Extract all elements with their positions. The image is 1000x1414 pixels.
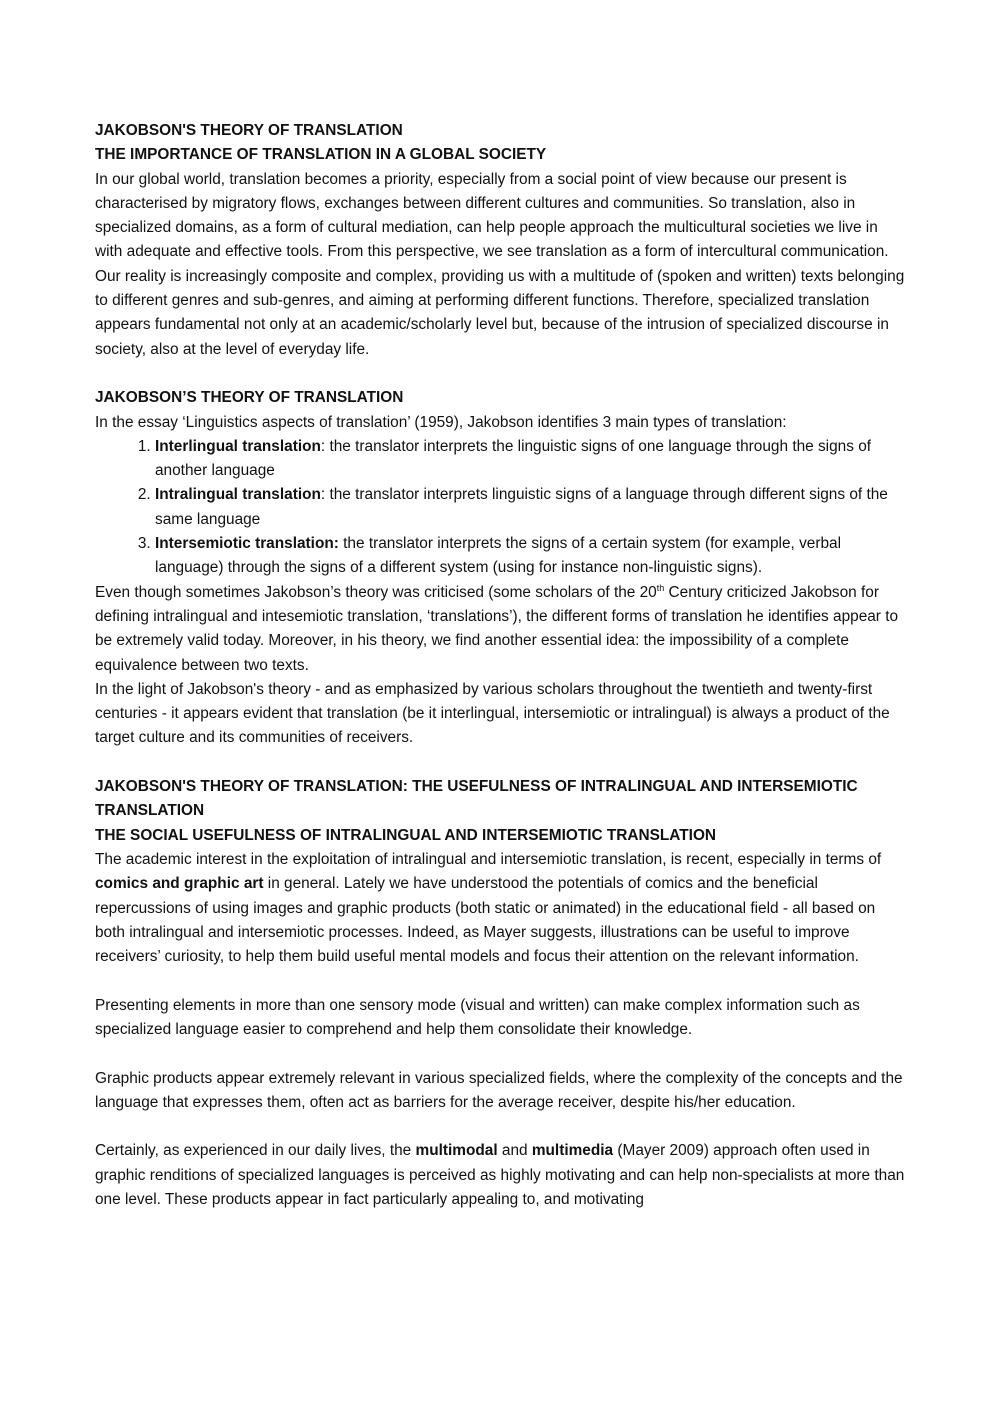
list-item-description: : the translator interprets linguistic signs of a language through different signs of the same language [155,486,888,528]
paragraph: Our reality is increasingly composite and complex, providing us with a multitude of (spoken and written) texts belonging to different genres and sub-genres, and aiming at performing different functions. Therefore, specialized translation appears fundamental not only at an academic/scholarly level but, because of the intrusion of specialized discourse in society, also at the level of everyday life. [95,267,905,358]
list-item [155,532,905,581]
paragraph [95,581,905,678]
paragraph-spacer [95,1042,905,1066]
paragraph-spacer [95,751,905,775]
list-item-term: Intersemiotic translation: [155,535,339,553]
list-item [155,435,905,484]
paragraph: Graphic products appear extremely relevant in various specialized fields, where the complexity of the concepts and the language that expresses them, often act as barriers for the average receiver, despite his/her education. [95,1069,903,1111]
list-item-term: Interlingual translation [155,437,321,455]
paragraph-spacer [95,969,905,993]
text-run: Certainly, as experienced in our daily lives, the [95,1142,416,1160]
text-run: and [497,1142,532,1160]
translation-types-list [95,435,905,581]
text-run: The academic interest in the exploitation of intralingual and intersemiotic translation, is recent, especially in terms of [95,850,882,868]
paragraph-spacer [95,362,905,386]
section-heading-theory: JAKOBSON’S THEORY OF TRANSLATION [95,389,404,407]
section-heading-importance: THE IMPORTANCE OF TRANSLATION IN A GLOBAL SOCIETY [95,146,547,164]
paragraph [95,848,905,969]
text-run: (Mayer 2009) approach often used in graphic renditions of specialized languages is perceived as highly motivating and can help non-specialists at more than one level. These products appear in fact particularly appealing to, and motivating [95,1142,905,1209]
paragraph: In the light of Jakobson's theory - and as emphasized by various scholars throughout the twentieth and twenty-first centuries - it appears evident that translation (be it interlingual, intersemiotic or intralingual) is always a product of the target culture and its communities of receivers. [95,680,890,747]
list-item [155,483,905,532]
paragraph [95,1139,905,1212]
section-heading-social-usefulness: THE SOCIAL USEFULNESS OF INTRALINGUAL AND INTERSEMIOTIC TRANSLATION [95,826,717,844]
superscript: th [656,582,665,593]
paragraph: Presenting elements in more than one sensory mode (visual and written) can make complex information such as specialized language easier to comprehend and help them consolidate their knowledge. [95,996,860,1038]
bold-text: multimodal [415,1142,498,1160]
paragraph: In the essay ‘Linguistics aspects of translation’ (1959), Jakobson identifies 3 main types of translation: [95,413,787,431]
section-heading-usefulness: JAKOBSON'S THEORY OF TRANSLATION: THE USEFULNESS OF INTRALINGUAL AND INTERSEMIOTIC TRANSLATION [95,778,858,820]
document-page [95,119,905,1212]
text-run: in general. Lately we have understood the potentials of comics and the beneficial repercussions of using images and graphic products (both static or animated) in the educational field - all based on both intralingual and intersemiotic processes. Indeed, as Mayer suggests, illustrations can be useful to improve receivers’ curiosity, to help them build useful mental models and focus their attention on the relevant information. [95,875,876,966]
text-run: Even though sometimes Jakobson’s theory was criticised (some scholars of the 20 [95,583,657,601]
list-item-term: Intralingual translation [155,486,321,504]
document-title: JAKOBSON'S THEORY OF TRANSLATION [95,122,403,139]
list-item-description: : the translator interprets the linguistic signs of one language through the signs of another language [155,437,872,480]
paragraph: In our global world, translation becomes a priority, especially from a social point of view because our present is characterised by migratory flows, exchanges between different cultures and communities. So translation, also in specialized domains, as a form of cultural mediation, can help people approach the multicultural societies we live in with adequate and effective tools. From this perspective, we see translation as a form of intercultural communication. [95,170,889,261]
bold-text: comics and graphic art [95,875,264,893]
list-item-description: the translator interprets the signs of a certain system (for example, verbal language) through the signs of a different system (using for instance non-linguistic signs). [155,535,842,577]
bold-text: multimedia [531,1142,614,1160]
paragraph-spacer [95,1115,905,1139]
text-run: Century criticized Jakobson for defining intralingual and intesemiotic translation, ‘translations’), the different forms of translation he identifies appear to be extremely valid today. Moreover, in his theory, we find another essential idea: the impossibility of a complete equivalence between two texts. [95,583,899,674]
